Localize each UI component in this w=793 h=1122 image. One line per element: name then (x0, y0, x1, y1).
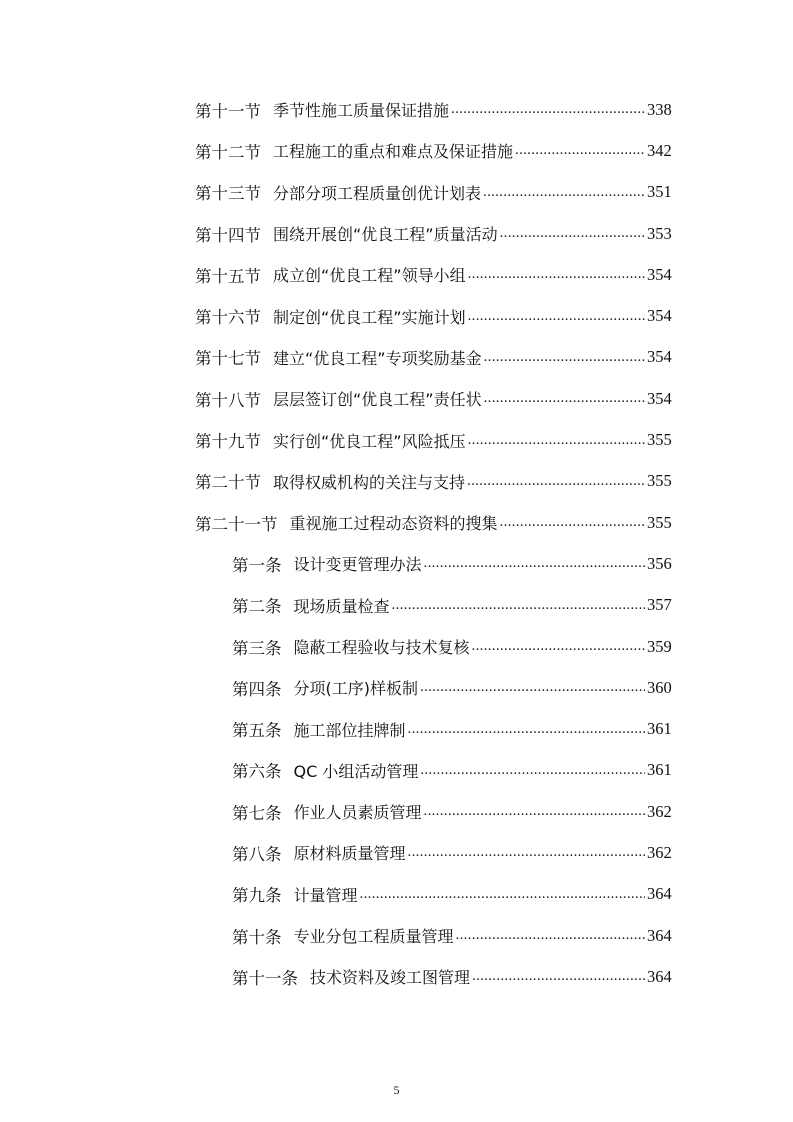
toc-entry-title: 成立创“优良工程”领导小组 (273, 266, 466, 286)
toc-entry-page: 361 (647, 760, 672, 780)
toc-entry-label: 第九条 (232, 886, 282, 906)
toc-entry-title: 原材料质量管理 (293, 844, 406, 864)
toc-entry[interactable] (0, 543, 793, 584)
toc-entry[interactable] (0, 791, 793, 832)
toc-entry-title: 分项(工序)样板制 (293, 679, 418, 699)
toc-dot-leader (500, 514, 645, 531)
toc-entry-page: 342 (647, 140, 672, 160)
toc-dot-leader (420, 762, 645, 779)
toc-dot-leader (515, 142, 645, 159)
toc-entry-page: 355 (647, 512, 672, 532)
toc-entry-page: 364 (647, 884, 672, 904)
toc-dot-leader (483, 184, 645, 201)
toc-entry-label: 第十六节 (195, 308, 261, 328)
toc-entry-title: 重视施工过程动态资料的搜集 (289, 514, 498, 534)
toc-entry-title: 设计变更管理办法 (293, 555, 422, 575)
page-number: 5 (393, 1083, 400, 1097)
toc-entry-page: 364 (647, 925, 672, 945)
toc-dot-leader (420, 679, 645, 696)
toc-entry[interactable] (0, 750, 793, 791)
toc-dot-leader (472, 968, 645, 985)
toc-entry-label: 第二十一节 (195, 514, 278, 534)
toc-entry-title: 季节性施工质量保证措施 (273, 101, 450, 121)
toc-dot-leader (484, 390, 645, 407)
toc-dot-leader (360, 886, 645, 903)
toc-entry-title: 工程施工的重点和难点及保证措施 (273, 142, 514, 162)
toc-entry-page: 354 (647, 264, 672, 284)
toc-entry[interactable] (0, 915, 793, 956)
toc-entry-title: 施工部位挂牌制 (293, 720, 406, 740)
toc-entry-label: 第十九节 (195, 432, 261, 452)
toc-entry-label: 第十四节 (195, 225, 261, 245)
toc-entry[interactable] (0, 708, 793, 749)
toc-entry-title: 制定创“优良工程”实施计划 (273, 307, 466, 327)
toc-entry-title: 实行创“优良工程”风险抵压 (273, 431, 466, 451)
toc-entry-label: 第六条 (232, 762, 282, 782)
toc-entry[interactable] (0, 130, 793, 171)
toc-entry[interactable] (0, 89, 793, 130)
toc-entry-title: 分部分项工程质量创优计划表 (273, 183, 482, 203)
toc-entry-page: 359 (647, 636, 672, 656)
toc-entry-label: 第十七节 (195, 349, 261, 369)
toc-entry-page: 364 (647, 966, 672, 986)
toc-entry-title: 取得权威机构的关注与支持 (273, 472, 466, 492)
toc-entry[interactable] (0, 254, 793, 295)
toc-entry-label: 第十三节 (195, 184, 261, 204)
toc-entry[interactable] (0, 378, 793, 419)
toc-dot-leader (424, 555, 645, 572)
toc-entry-page: 351 (647, 182, 672, 202)
toc-entry-page: 355 (647, 471, 672, 491)
toc-entry-page: 355 (647, 430, 672, 450)
toc-entry[interactable] (0, 461, 793, 502)
toc-dot-leader (484, 349, 645, 366)
toc-entry[interactable] (0, 667, 793, 708)
toc-entry-label: 第八条 (232, 844, 282, 864)
toc-dot-leader (408, 844, 645, 861)
toc-entry-title: 计量管理 (293, 885, 358, 905)
toc-entry-label: 第二十节 (195, 473, 261, 493)
toc-entry-title: QC 小组活动管理 (293, 761, 419, 781)
toc-entry[interactable] (0, 585, 793, 626)
toc-entry-page: 357 (647, 595, 672, 615)
toc-entry-title: 现场质量检查 (293, 596, 390, 616)
toc-entry-page: 354 (647, 306, 672, 326)
toc-entry-title: 作业人员素质管理 (293, 803, 422, 823)
toc-entry-title: 隐蔽工程验收与技术复核 (293, 638, 470, 657)
toc-entry-page: 338 (647, 99, 672, 119)
toc-entry[interactable] (0, 874, 793, 915)
toc-dot-leader (467, 473, 645, 490)
table-of-contents (0, 89, 793, 998)
toc-entry-page: 356 (647, 553, 672, 573)
toc-dot-leader (451, 101, 645, 118)
toc-entry[interactable] (0, 337, 793, 378)
toc-entry[interactable] (0, 626, 793, 667)
toc-dot-leader (408, 721, 645, 738)
toc-dot-leader (424, 803, 645, 820)
toc-entry-label: 第四条 (232, 679, 282, 699)
toc-entry-label: 第七条 (232, 803, 282, 823)
toc-entry-page: 362 (647, 842, 672, 862)
toc-entry-label: 第二条 (232, 597, 282, 617)
toc-dot-leader (500, 225, 645, 242)
toc-entry-label: 第十五节 (195, 266, 261, 286)
toc-entry[interactable] (0, 502, 793, 543)
toc-entry[interactable] (0, 956, 793, 997)
toc-dot-leader (472, 638, 645, 655)
toc-dot-leader (468, 308, 645, 325)
toc-entry-label: 第十八节 (195, 390, 261, 410)
toc-entry[interactable] (0, 832, 793, 873)
toc-entry-label: 第五条 (232, 721, 282, 741)
toc-dot-leader (392, 597, 645, 614)
toc-entry-label: 第十条 (232, 927, 282, 947)
toc-entry[interactable] (0, 295, 793, 336)
toc-entry-label: 第一条 (232, 555, 282, 575)
toc-entry-title: 专业分包工程质量管理 (293, 927, 454, 947)
toc-entry-label: 第十二节 (195, 142, 261, 162)
toc-dot-leader (468, 266, 645, 283)
toc-entry-page: 353 (647, 223, 672, 243)
toc-entry-label: 第十一条 (232, 968, 298, 988)
toc-entry-title: 技术资料及竣工图管理 (310, 968, 471, 988)
toc-entry-title: 围绕开展创“优良工程”质量活动 (273, 225, 498, 245)
toc-entry-page: 354 (647, 388, 672, 408)
toc-dot-leader (468, 432, 645, 449)
toc-entry-label: 第三条 (232, 638, 282, 658)
toc-entry-title: 层层签订创“优良工程”责任状 (273, 390, 482, 410)
toc-entry-page: 361 (647, 719, 672, 739)
toc-entry-page: 354 (647, 347, 672, 367)
toc-entry[interactable] (0, 213, 793, 254)
toc-entry-title: 建立“优良工程”专项奖励基金 (273, 348, 482, 368)
toc-entry-page: 362 (647, 801, 672, 821)
toc-entry-page: 360 (647, 677, 672, 697)
toc-entry[interactable] (0, 172, 793, 213)
toc-dot-leader (456, 927, 645, 944)
toc-entry[interactable] (0, 419, 793, 460)
toc-entry-label: 第十一节 (195, 101, 261, 121)
